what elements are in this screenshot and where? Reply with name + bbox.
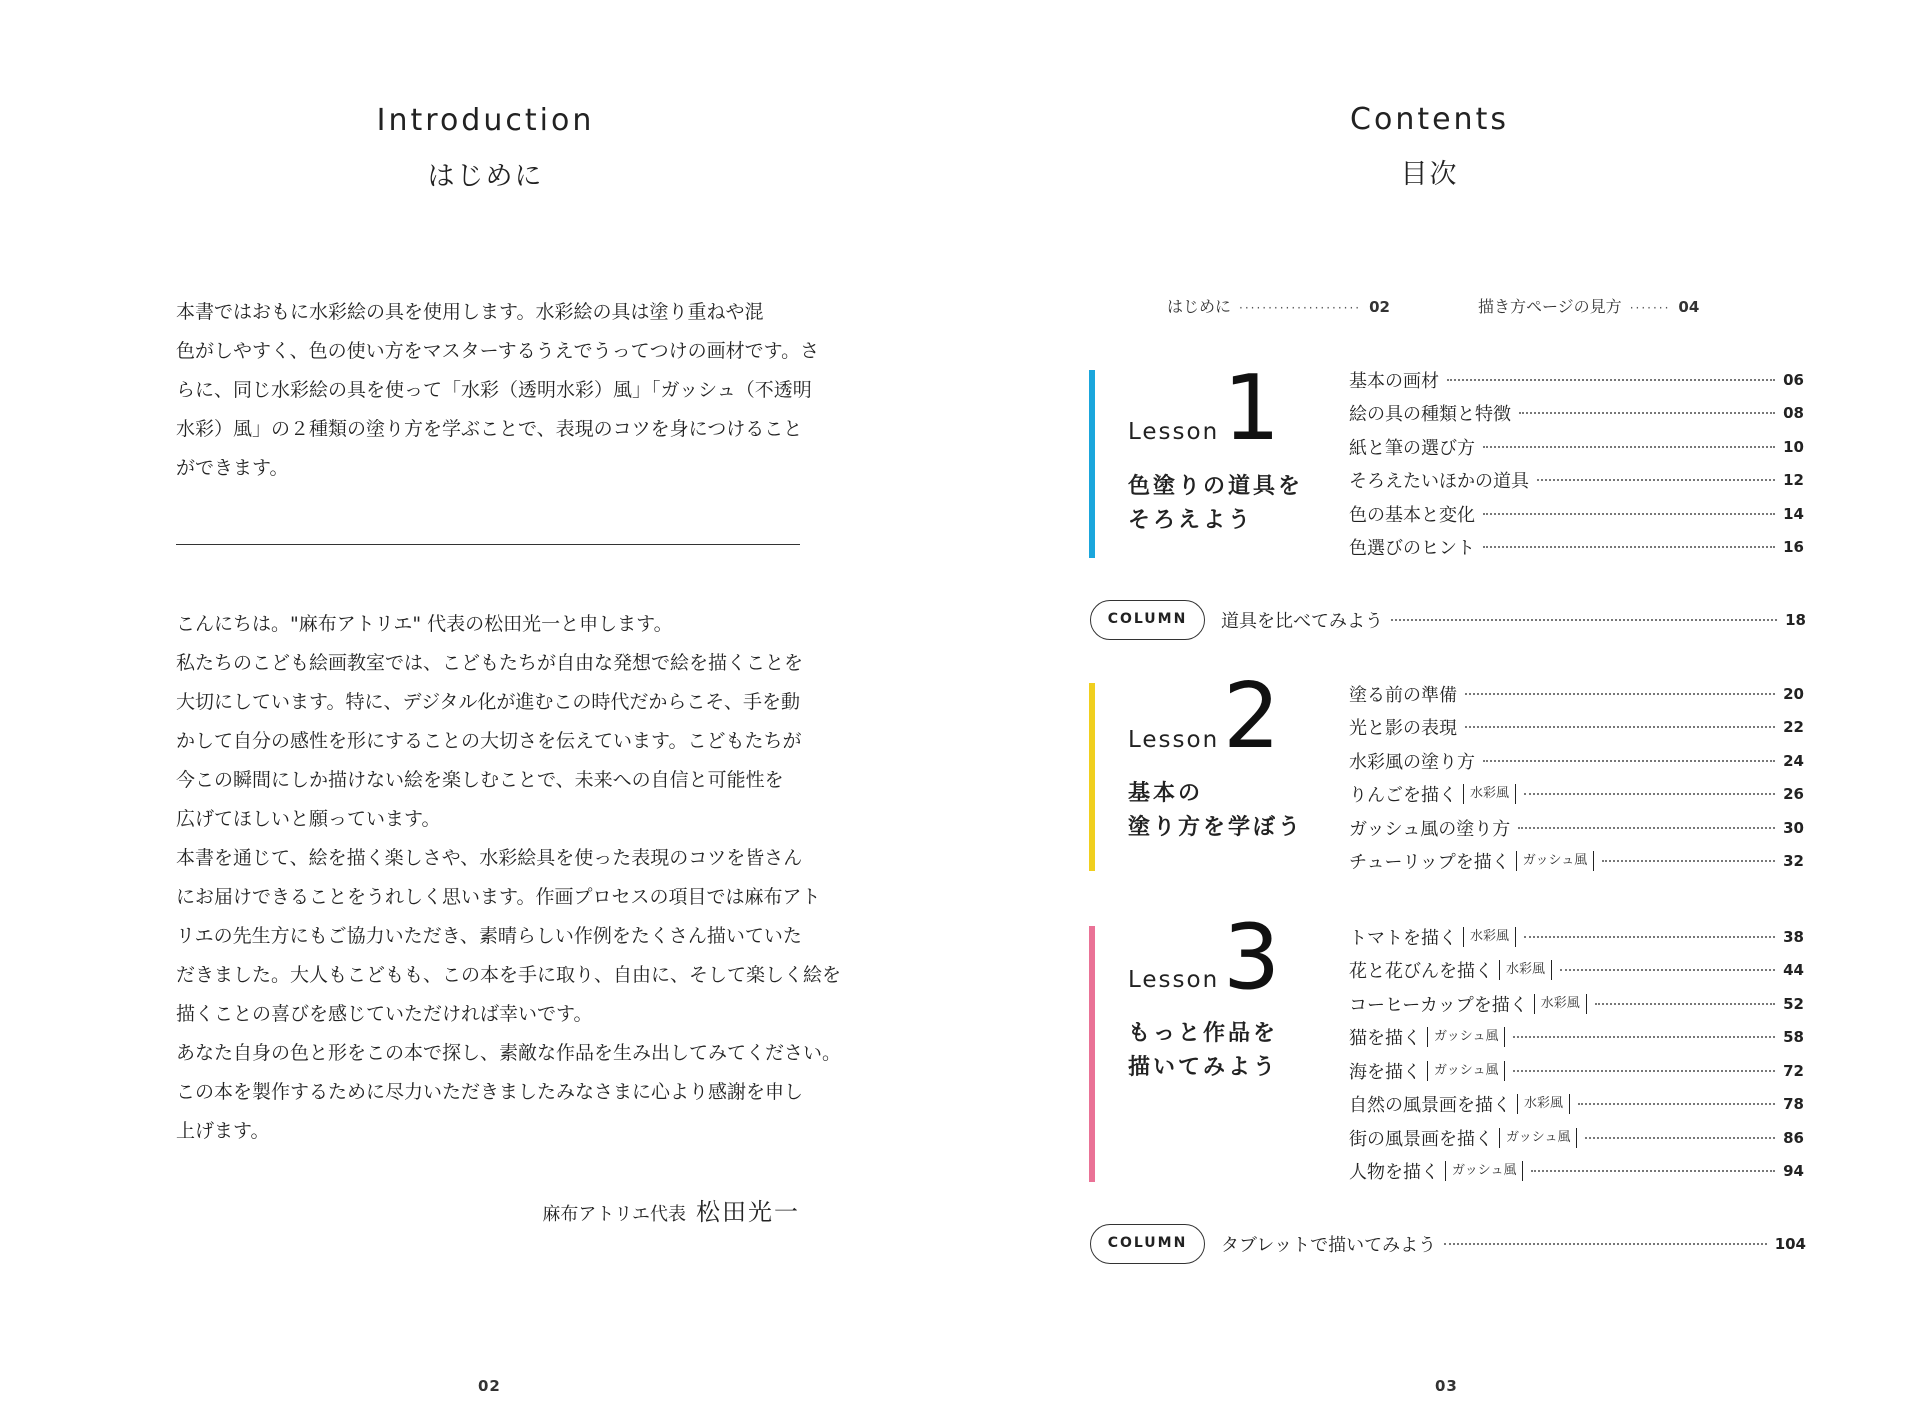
toc-entry-page: 26 <box>1783 785 1804 803</box>
toc-intro-entry[interactable] <box>1167 294 1390 317</box>
toc-entry-title: はじめに <box>1167 297 1232 316</box>
toc-entry[interactable] <box>1349 987 1804 1020</box>
toc-entry-page: 30 <box>1783 818 1804 837</box>
toc-entry-page: 94 <box>1783 1162 1804 1180</box>
lesson-2-label: Lesson <box>1128 727 1220 753</box>
toc-entry-page: 58 <box>1783 1028 1804 1046</box>
leader-dots <box>1483 760 1775 762</box>
lesson-title-line: 描いてみよう <box>1128 1055 1279 1080</box>
toc-entry-style-tag: ガッシュ風 <box>1445 1161 1523 1181</box>
leader-dots <box>1524 793 1775 795</box>
toc-entry[interactable] <box>1349 811 1804 844</box>
toc-entry-title: チューリップを描く <box>1349 852 1510 873</box>
column-page: 18 <box>1785 611 1806 629</box>
leader-dots <box>1465 726 1775 728</box>
toc-entry-style-tag: 水彩風 <box>1499 960 1552 980</box>
toc-entry-page: 44 <box>1783 961 1804 979</box>
paragraph-line: 大切にしています。特に、デジタル化が進むこの時代だからこそ、手を動 <box>176 691 800 713</box>
toc-entry-style-tag: ガッシュ風 <box>1427 1027 1505 1047</box>
leader-dots <box>1447 379 1775 381</box>
leader-dots <box>1537 479 1775 481</box>
paragraph-line: 水彩）風」の２種類の塗り方を学ぶことで、表現のコツを身につけること <box>176 418 803 440</box>
lesson-3-color-bar <box>1089 926 1095 1182</box>
toc-entry-page: 02 <box>1369 298 1390 316</box>
toc-entry-page: 10 <box>1783 437 1804 456</box>
paragraph-line: 今この瞬間にしか描けない絵を楽しむことで、未来への自信と可能性を <box>176 769 784 791</box>
toc-entry-title: 街の風景画を描く <box>1349 1128 1493 1150</box>
lesson-title-line: 基本の <box>1128 781 1204 806</box>
leader-dots <box>1444 1243 1767 1245</box>
toc-entry[interactable] <box>1349 1088 1804 1121</box>
toc-entry[interactable] <box>1349 1021 1804 1054</box>
toc-entry[interactable] <box>1349 430 1804 463</box>
toc-entry-title: 水彩風の塗り方 <box>1349 751 1475 773</box>
toc-entry-page: 12 <box>1783 471 1804 489</box>
paragraph-line: かして自分の感性を形にすることの大切さを伝えています。こどもたちが <box>176 730 802 752</box>
toc-entry-page: 32 <box>1783 852 1804 870</box>
column-badge: COLUMN <box>1090 600 1205 640</box>
column-badge: COLUMN <box>1090 1224 1205 1264</box>
toc-entry-title: 塗る前の準備 <box>1349 684 1457 706</box>
signature <box>542 1192 800 1227</box>
paragraph-line: リエの先生方にもご協力いただき、素晴らしい作例をたくさん描いていた <box>176 925 802 947</box>
toc-entry[interactable] <box>1349 920 1804 953</box>
paragraph-line: らに、同じ水彩絵の具を使って「水彩（透明水彩）風」「ガッシュ（不透明 <box>176 379 812 401</box>
lesson-2-title <box>1128 777 1303 845</box>
paragraph-line: 本書を通じて、絵を描く楽しさや、水彩絵具を使った表現のコツを皆さん <box>176 847 803 869</box>
leader-dots: ····················· <box>1239 301 1362 315</box>
toc-entry[interactable] <box>1349 1054 1804 1087</box>
toc-entry-page: 14 <box>1783 504 1804 523</box>
intro-paragraph-2 <box>176 605 841 1151</box>
paragraph-line: あなた自身の色と形をこの本で探し、素敵な作品を生み出してみてください。 <box>176 1042 842 1064</box>
toc-entry-title: ガッシュ風の塗り方 <box>1349 818 1511 840</box>
toc-entry-page: 24 <box>1783 751 1804 770</box>
toc-entry-style-tag: 水彩風 <box>1463 784 1516 804</box>
leader-dots <box>1602 860 1775 862</box>
lesson-3-number: 3 <box>1223 905 1281 1010</box>
leader-dots <box>1391 619 1777 621</box>
signature-role: 麻布アトリエ代表 <box>542 1204 686 1225</box>
leader-dots <box>1524 936 1775 938</box>
contents-heading-en: Contents <box>1350 102 1509 137</box>
divider <box>176 544 800 545</box>
lesson-3-title <box>1128 1017 1278 1085</box>
introduction-heading-en: Introduction <box>376 103 595 138</box>
toc-entry[interactable] <box>1349 397 1804 430</box>
leader-dots <box>1518 827 1775 829</box>
toc-entry-title: コーヒーカップを描く <box>1349 994 1528 1016</box>
toc-entry[interactable] <box>1349 363 1804 396</box>
lesson-3-label: Lesson <box>1128 967 1220 993</box>
column-title: タブレットで描いてみよう <box>1221 1235 1437 1256</box>
paragraph-line: ができます。 <box>176 457 289 479</box>
lesson-2-color-bar <box>1089 683 1095 871</box>
toc-entry-page: 20 <box>1783 684 1804 703</box>
toc-entry-title: 色選びのヒント <box>1349 538 1475 559</box>
toc-entry[interactable] <box>1349 531 1804 564</box>
leader-dots <box>1465 693 1775 695</box>
leader-dots <box>1483 513 1775 515</box>
leader-dots <box>1483 446 1775 448</box>
leader-dots <box>1560 969 1775 971</box>
toc-entry-title: そろえたいほかの道具 <box>1349 471 1529 492</box>
toc-entry[interactable] <box>1349 954 1804 987</box>
toc-entry[interactable] <box>1349 711 1804 744</box>
toc-entry[interactable] <box>1349 744 1804 777</box>
leader-dots <box>1595 1003 1775 1005</box>
contents-page <box>958 0 1917 1420</box>
toc-entry[interactable] <box>1349 464 1804 497</box>
toc-entry-page: 86 <box>1783 1128 1804 1147</box>
leader-dots <box>1519 412 1775 414</box>
toc-entry-style-tag: 水彩風 <box>1463 927 1516 947</box>
toc-entry-page: 38 <box>1783 927 1804 946</box>
toc-entry-page: 78 <box>1783 1095 1804 1113</box>
leader-dots <box>1513 1070 1775 1072</box>
toc-entry-title: トマトを描く <box>1349 927 1457 949</box>
lesson-1-title <box>1128 470 1303 538</box>
paragraph-line: 広げてほしいと願っています。 <box>176 808 441 830</box>
toc-entry-title: 人物を描く <box>1349 1162 1439 1183</box>
paragraph-line: 本書ではおもに水彩絵の具を使用します。水彩絵の具は塗り重ねや混 <box>176 301 764 323</box>
paragraph-line: 私たちのこども絵画教室では、こどもたちが自由な発想で絵を描くことを <box>176 652 804 674</box>
intro-paragraph-1 <box>176 293 819 488</box>
leader-dots <box>1513 1036 1775 1038</box>
contents-heading-ja: 目次 <box>1400 159 1459 190</box>
lesson-1-color-bar <box>1089 370 1095 558</box>
toc-entry-title: りんごを描く <box>1349 785 1457 806</box>
toc-entry-page: 52 <box>1783 994 1804 1013</box>
toc-entry[interactable] <box>1349 497 1804 530</box>
toc-entry-title: 花と花びんを描く <box>1349 961 1493 982</box>
paragraph-line: 描くことの喜びを感じていただければ幸いです。 <box>176 1003 593 1025</box>
signature-name: 松田光一 <box>696 1198 800 1226</box>
page-number: 03 <box>1435 1377 1458 1395</box>
toc-entry-title: 紙と筆の選び方 <box>1349 437 1475 459</box>
toc-entry-page: 16 <box>1783 538 1804 556</box>
column-entry[interactable] <box>1090 600 1806 640</box>
toc-entry[interactable] <box>1349 845 1804 878</box>
paragraph-line: 上げます。 <box>176 1120 270 1142</box>
column-page: 104 <box>1774 1235 1806 1253</box>
introduction-page <box>0 0 958 1420</box>
page-number: 02 <box>478 1377 501 1395</box>
toc-entry-title: 色の基本と変化 <box>1349 504 1475 526</box>
column-entry[interactable] <box>1090 1224 1806 1264</box>
lesson-1-label: Lesson <box>1128 419 1220 445</box>
toc-entry[interactable] <box>1349 1155 1804 1188</box>
toc-entry[interactable] <box>1349 1121 1804 1154</box>
toc-entry-title: 自然の風景画を描く <box>1349 1095 1511 1116</box>
leader-dots <box>1483 546 1775 548</box>
paragraph-line: にお届けできることをうれしく思います。作画プロセスの項目では麻布アト <box>176 886 821 908</box>
toc-entry-title: 猫を描く <box>1349 1028 1421 1049</box>
toc-entry[interactable] <box>1349 778 1804 811</box>
paragraph-line: だきました。大人もこどもも、この本を手に取り、自由に、そして楽しく絵を <box>176 964 842 986</box>
paragraph-line: こんにちは。"麻布アトリエ" 代表の松田光一と申します。 <box>176 613 673 635</box>
leader-dots <box>1531 1170 1775 1172</box>
introduction-heading-ja: はじめに <box>427 161 544 192</box>
toc-entry-style-tag: 水彩風 <box>1517 1094 1570 1114</box>
lesson-title-line: もっと作品を <box>1128 1021 1279 1046</box>
lesson-title-line: 塗り方を学ぼう <box>1128 815 1304 840</box>
toc-entry-title: 描き方ページの見方 <box>1478 297 1622 316</box>
paragraph-line: この本を製作するために尽力いただきましたみなさまに心より感謝を申し <box>176 1081 804 1103</box>
paragraph-line: 色がしやすく、色の使い方をマスターするうえでうってつけの画材です。さ <box>176 340 820 362</box>
toc-entry-page: 72 <box>1783 1061 1804 1080</box>
leader-dots <box>1585 1137 1775 1139</box>
toc-entry-style-tag: ガッシュ風 <box>1516 851 1594 871</box>
leader-dots: ······· <box>1629 301 1671 315</box>
lesson-title-line: 色塗りの道具を <box>1128 474 1304 499</box>
toc-entry-title: 海を描く <box>1349 1061 1421 1083</box>
toc-intro-entry[interactable] <box>1478 294 1699 317</box>
column-title: 道具を比べてみよう <box>1221 611 1383 632</box>
toc-entry-page: 06 <box>1783 370 1804 389</box>
toc-entry-page: 22 <box>1783 718 1804 736</box>
lesson-2-number: 2 <box>1223 664 1281 769</box>
lesson-title-line: そろえよう <box>1128 508 1254 533</box>
toc-entry-page: 04 <box>1678 298 1700 316</box>
toc-entry-style-tag: ガッシュ風 <box>1499 1128 1577 1148</box>
leader-dots <box>1578 1103 1775 1105</box>
toc-entry-page: 08 <box>1783 404 1804 422</box>
toc-entry-style-tag: ガッシュ風 <box>1427 1061 1505 1081</box>
toc-entry-title: 絵の具の種類と特徴 <box>1349 404 1511 425</box>
toc-entry-style-tag: 水彩風 <box>1534 994 1587 1014</box>
toc-entry[interactable] <box>1349 677 1804 710</box>
lesson-1-number: 1 <box>1223 356 1281 461</box>
toc-entry-title: 基本の画材 <box>1349 370 1439 392</box>
toc-entry-title: 光と影の表現 <box>1349 718 1457 739</box>
